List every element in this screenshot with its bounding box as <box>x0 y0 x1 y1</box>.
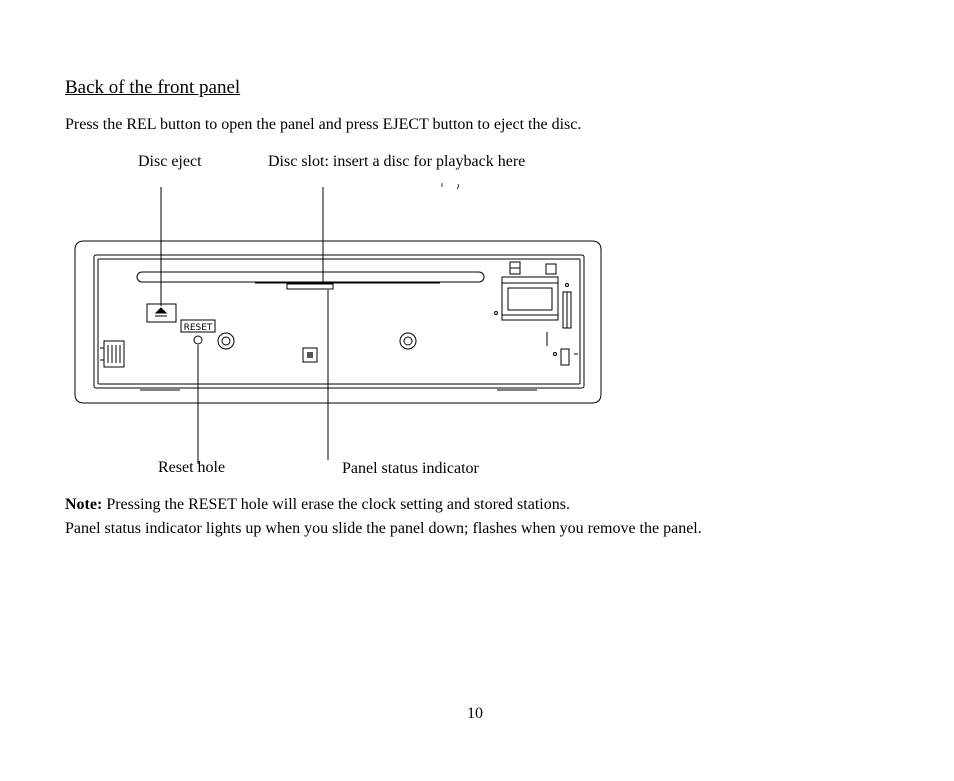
note-paragraph <box>65 496 570 514</box>
disc-slot <box>137 272 484 282</box>
callout-panel-status: Panel status indicator <box>342 460 479 477</box>
callout-disc-slot: Disc slot: insert a disc for playback here <box>268 153 526 170</box>
callout-reset-hole: Reset hole <box>158 459 226 476</box>
reset-hole <box>194 336 202 344</box>
reset-marking-text: RESET <box>183 323 213 333</box>
note-paragraph-2: Panel status indicator lights up when you slide the panel down; flashes when you remove the panel. <box>65 520 702 537</box>
panel-status-indicator <box>303 348 317 362</box>
left-connector <box>100 341 124 367</box>
eject-icon <box>155 308 167 316</box>
right-connector <box>495 262 579 365</box>
note-label: Note: <box>65 496 103 513</box>
screw-left <box>218 333 234 349</box>
note-text: Pressing the RESET hole will erase the clock setting and stored stations. <box>102 496 570 513</box>
page-number: 10 <box>467 705 483 722</box>
intro-paragraph: Press the REL button to open the panel and press EJECT button to eject the disc. <box>65 116 582 133</box>
callout-disc-eject: Disc eject <box>138 153 202 170</box>
section-title: Back of the front panel <box>65 77 241 98</box>
screw-right <box>400 333 416 349</box>
